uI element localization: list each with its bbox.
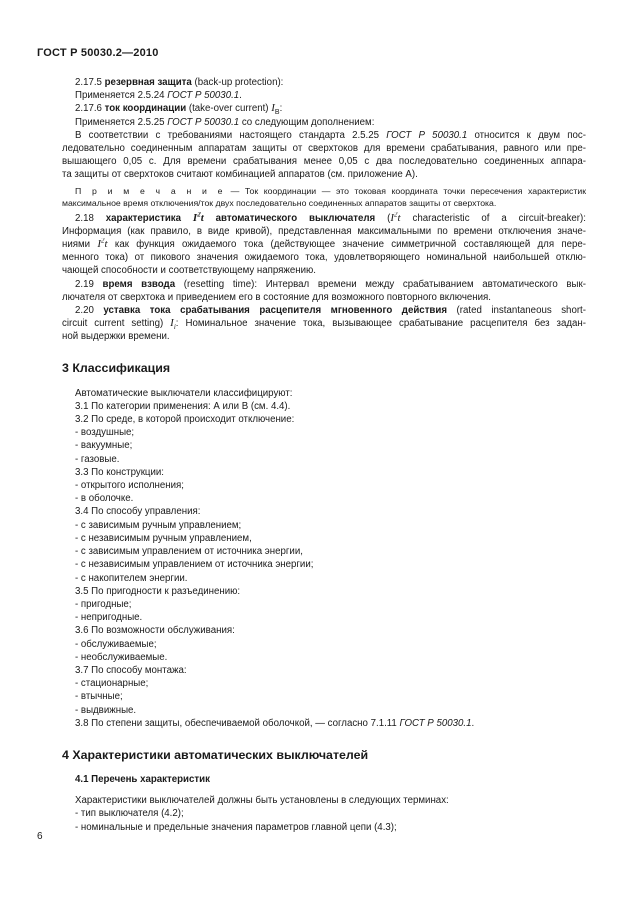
classification-item: 3.3 По конструкции:: [75, 466, 164, 478]
classification-item: 3.7 По способу монтажа:: [75, 664, 187, 676]
classification-item: - пригодные;: [75, 598, 132, 610]
classification-item: 3.1 По категории применения: А или В (см. 4.4).: [75, 400, 291, 412]
reference-link: ГОСТ Р 50030.1: [167, 90, 240, 102]
classification-item: - с независимым ручным управлением,: [75, 532, 252, 544]
page-number: 6: [37, 831, 43, 842]
symbol-ib: $I_B$: [271, 102, 280, 116]
classification-item: 3.4 По способу управления:: [75, 506, 201, 518]
term-take-over-current: ток координации: [104, 103, 187, 115]
classification-item: - с зависимым ручным управлением;: [75, 519, 242, 531]
classification-item: - обслуживаемые;: [75, 638, 157, 650]
symbol-i2t: $I^2t$: [390, 211, 401, 224]
section-3-title: 3 Классификация: [62, 360, 171, 375]
clause-2-18-body-line: менного тока) от пикового значения ожидаемого тока, удовлетворяющего номинальной наибольшей отклю-: [62, 252, 586, 264]
symbol-ii: $I_i$: [170, 317, 176, 331]
classification-item: 3.6 По возможности обслуживания:: [75, 625, 235, 637]
classification-item: - воздушные;: [75, 427, 135, 439]
clause-2-17-6-apply: Применяется 2.5.25 ГОСТ Р 50030.1 со следующим дополнением:: [75, 116, 375, 128]
section-4-title: 4 Характеристики автоматических выключателей: [62, 747, 369, 762]
clause-2-20-heading: 2.20 уставка тока срабатывания расцепителя мгновенного действия (rated instantaneous short-: [75, 305, 586, 317]
reference-link: ГОСТ Р 50030.1: [399, 717, 472, 729]
classification-item: - с зависимым управлением от источника энергии,: [75, 546, 303, 558]
classification-item: - стационарные;: [75, 678, 149, 690]
classification-item: - открытого исполнения;: [75, 480, 184, 492]
clause-2-19-heading: 2.19 время взвода (resetting time): Интервал времени между срабатыванием автоматического вык-: [75, 278, 586, 290]
note-label: П р и м е ч а н и е: [75, 185, 226, 196]
clause-2-19-body-line: лючателя от сверхтока и приведением его в состояние для возможного повторного включения.: [62, 291, 491, 303]
term-backup-protection: резервная защита: [104, 77, 192, 88]
clause-2-17-5-heading: 2.17.5 резервная защита (back-up protection):: [75, 77, 284, 88]
note-block: [62, 185, 586, 209]
clause-2-17-5-apply: Применяется 2.5.24 ГОСТ Р 50030.1.: [75, 90, 242, 102]
classification-item: - необслуживаемые.: [75, 651, 168, 663]
classification-item: - газовые.: [75, 453, 120, 465]
note-line: П р и м е ч а н и е — Ток координации — это токовая координата точки пересечения характеристик: [75, 185, 586, 196]
classification-item: 3.5 По пригодности к разъединению:: [75, 585, 241, 597]
classification-item: - втычные;: [75, 691, 123, 703]
classification-item: - выдвижные.: [75, 704, 137, 716]
reference-link: ГОСТ Р 50030.1: [386, 129, 468, 141]
characteristics-item: Характеристики выключателей должны быть установлены в следующих терминах:: [75, 795, 449, 807]
page-content: [62, 76, 586, 834]
standard-header: ГОСТ Р 50030.2—2010: [37, 47, 159, 59]
clause-2-17-6-body-line: та защиты от сверхтоков считают комбинацией аппаратов (см. приложение А).: [62, 169, 418, 181]
clause-2-18-body-line: Информация (как правило, в виде кривой), представленная максимальными по времени отключения значе-: [62, 225, 586, 237]
classification-item: Автоматические выключатели классифицируют:: [75, 387, 293, 399]
clause-2-18-heading: 2.18 характеристика $I^2t$ автоматического выключателя ($I^2t$ characteristic of a circuit-breaker):: [75, 211, 586, 224]
clause-2-17-6-body-line: В соответствии с требованиями настоящего стандарта 2.5.25 ГОСТ Р 50030.1 относится к двум пос-: [75, 129, 586, 141]
classification-item: - вакуумные;: [75, 440, 133, 452]
clause-2-17-6-body-line: ледовательно соединенным аппаратам защиты от сверхтоков для времени срабатывания, равного или пре-: [62, 143, 586, 155]
clause-2-20-body-line: circuit current setting) $I_i$: Номинальное значение тока, вызывающее срабатывание расцепителя без задан-: [62, 317, 586, 331]
section-3-last-line: 3.8 По степени защиты, обеспечиваемой оболочкой, — согласно 7.1.11 ГОСТ Р 50030.1.: [75, 717, 475, 729]
symbol-i2t: $I^2t$: [97, 238, 108, 251]
clause-2-17-6-heading: 2.17.6 ток координации (take-over current) $I_B$:: [75, 102, 283, 116]
clause-2-18-body-line: чающей способности и соответствующему напряжению.: [62, 265, 316, 277]
classification-item: 3.2 По среде, в которой происходит отключение:: [75, 414, 295, 426]
note-line: максимальное время отключения/ток двух последовательно соединенных аппаратов защиты от сверхтока.: [62, 197, 497, 208]
section-3-list: [62, 387, 586, 717]
characteristics-item: - тип выключателя (4.2);: [75, 808, 184, 820]
classification-item: - с независимым управлением от источника энергии;: [75, 559, 314, 571]
term-resetting-time: время взвода: [102, 278, 176, 290]
characteristics-item: - номинальные и предельные значения параметров главной цепи (4.3);: [75, 821, 397, 833]
term-instantaneous-setting: уставка тока срабатывания расцепителя мгновенного действия: [103, 305, 447, 317]
symbol-i2t: $I^2t$: [192, 211, 204, 224]
classification-item: - непригодные.: [75, 612, 143, 624]
classification-item: - в оболочке.: [75, 493, 134, 505]
clause-2-17-6-body-line: вышающего 0,05 с. Для времени срабатывания менее 0,05 с два последовательно соединенных аппара-: [62, 156, 586, 168]
reference-link: ГОСТ Р 50030.1: [167, 116, 240, 128]
clause-2-20-body-line: ной выдержки времени.: [62, 331, 170, 343]
section-4-1-title: 4.1 Перечень характеристик: [75, 773, 210, 785]
classification-item: - с накопителем энергии.: [75, 572, 188, 584]
clause-2-18-body-line: ниями $I^2t$ как функция ожидаемого тока (действующее значение симметричной составляющей для пере-: [62, 238, 586, 251]
section-4-list: [62, 794, 586, 834]
